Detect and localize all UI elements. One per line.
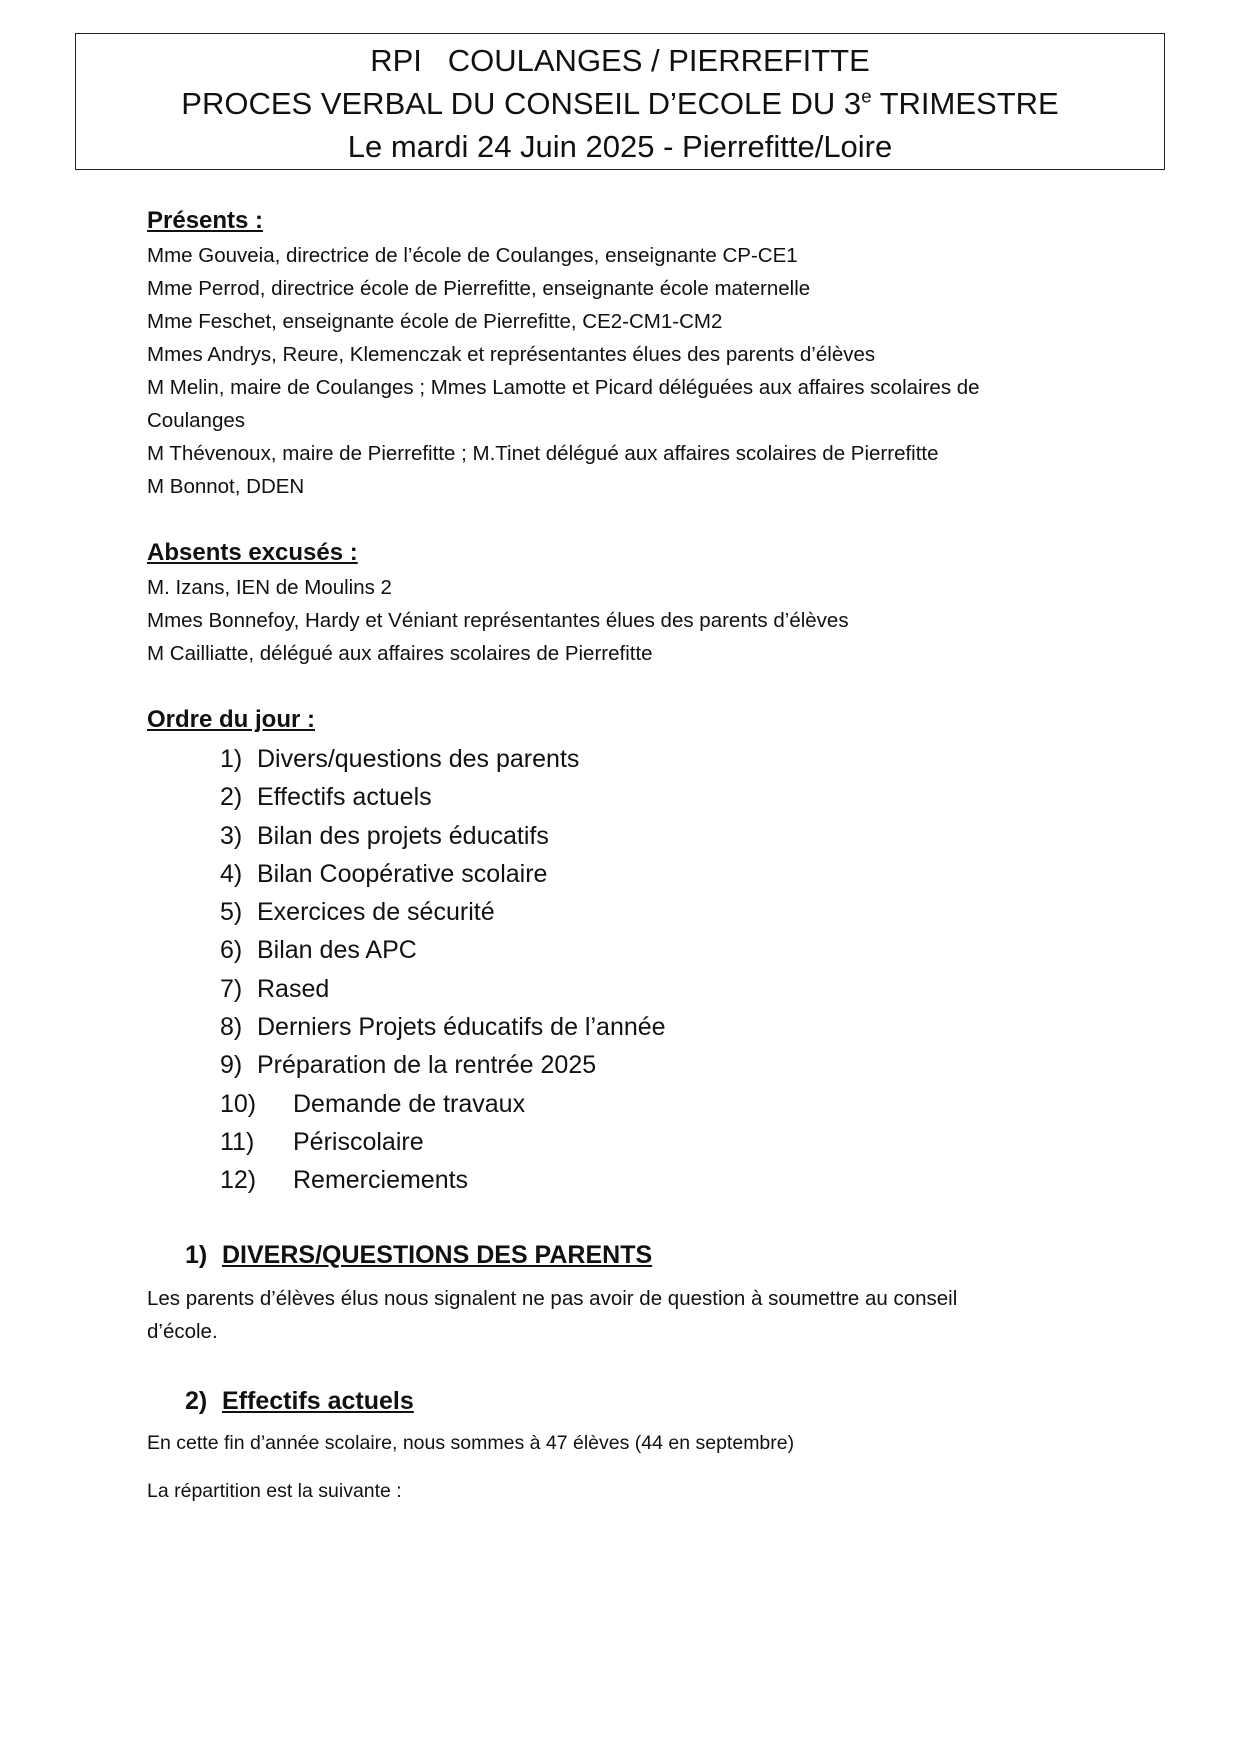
agenda-item-label: Bilan des projets éducatifs (257, 821, 549, 850)
agenda-item (220, 1123, 1107, 1161)
agenda-item-number: 11) (220, 1127, 255, 1156)
agenda-section (147, 704, 1107, 1200)
presents-line: Mme Perrod, directrice école de Pierrefitte, enseignante école maternelle (147, 277, 811, 300)
document-title-box (75, 33, 1165, 170)
presents-section (147, 205, 1107, 503)
agenda-item-label: Remerciements (293, 1166, 469, 1195)
agenda-item-number: 2) (220, 783, 243, 812)
agenda-item-number: 7) (220, 974, 243, 1003)
section-2-heading (185, 1384, 1107, 1418)
agenda-item (220, 1046, 1107, 1084)
title-line-2 (76, 82, 1164, 125)
agenda-item-label: Rased (257, 974, 330, 1003)
document-body (147, 205, 1107, 1540)
agenda-item (220, 740, 1107, 778)
agenda-item-label: Effectifs actuels (257, 783, 432, 812)
absents-line: Mmes Bonnefoy, Hardy et Véniant représentantes élues des parents d’élèves (147, 609, 849, 632)
agenda-heading: Ordre du jour : (147, 706, 315, 733)
agenda-item-number: 9) (220, 1051, 243, 1080)
title-line-3: Le mardi 24 Juin 2025 - Pierrefitte/Loire (347, 129, 893, 164)
agenda-item (220, 855, 1107, 893)
agenda-item-label: Bilan Coopérative scolaire (257, 859, 548, 888)
agenda-item-number: 12) (220, 1166, 257, 1195)
presents-line: Mmes Andrys, Reure, Klemenczak et représentantes élues des parents d’élèves (147, 343, 876, 366)
agenda-item (220, 778, 1107, 816)
presents-line: Mme Feschet, enseignante école de Pierrefitte, CE2-CM1-CM2 (147, 310, 723, 333)
agenda-item-label: Demande de travaux (293, 1089, 526, 1118)
presents-line: Coulanges (147, 409, 246, 432)
agenda-item-label: Périscolaire (293, 1127, 424, 1156)
section-1-paragraph-line: Les parents d’élèves élus nous signalent ne pas avoir de question à soumettre au conseil (147, 1286, 958, 1310)
presents-line: Mme Gouveia, directrice de l’école de Coulanges, enseignante CP-CE1 (147, 244, 798, 267)
section-1 (147, 1238, 1107, 1348)
presents-heading: Présents : (147, 207, 264, 234)
title-line-2-suffix: TRIMESTRE (871, 86, 1059, 121)
agenda-item-number: 6) (220, 936, 243, 965)
section-2-paragraph: En cette fin d’année scolaire, nous sommes à 47 élèves (44 en septembre) (147, 1431, 795, 1454)
absents-heading: Absents excusés : (147, 539, 358, 566)
agenda-item (220, 931, 1107, 969)
section-2 (147, 1384, 1107, 1506)
section-2-title: Effectifs actuels (222, 1386, 414, 1415)
title-line-1: RPI COULANGES / PIERREFITTE (370, 43, 870, 78)
agenda-item-number: 3) (220, 821, 243, 850)
section-1-title: DIVERS/QUESTIONS DES PARENTS (222, 1240, 653, 1269)
absents-line: M Cailliatte, délégué aux affaires scolaires de Pierrefitte (147, 642, 653, 665)
section-2-paragraph: La répartition est la suivante : (147, 1479, 402, 1502)
agenda-item-label: Bilan des APC (257, 936, 417, 965)
section-2-number: 2) (185, 1386, 208, 1415)
absents-section (147, 537, 1107, 670)
presents-line: M Melin, maire de Coulanges ; Mmes Lamotte et Picard déléguées aux affaires scolaires de (147, 376, 980, 399)
absents-line: M. Izans, IEN de Moulins 2 (147, 576, 392, 599)
agenda-item-label: Exercices de sécurité (257, 898, 495, 927)
agenda-item-label: Préparation de la rentrée 2025 (257, 1051, 597, 1080)
agenda-item (220, 970, 1107, 1008)
title-line-2-prefix: PROCES VERBAL DU CONSEIL D’ECOLE DU 3 (181, 86, 862, 121)
agenda-item-number: 8) (220, 1013, 243, 1042)
agenda-list (147, 740, 1107, 1200)
section-1-heading (185, 1238, 1107, 1272)
presents-line: M Thévenoux, maire de Pierrefitte ; M.Tinet délégué aux affaires scolaires de Pierrefitte (147, 442, 939, 465)
agenda-item (220, 1008, 1107, 1046)
agenda-item-label: Divers/questions des parents (257, 745, 580, 773)
agenda-item-number: 1) (220, 745, 243, 773)
agenda-item (220, 893, 1107, 931)
agenda-item (220, 1161, 1107, 1199)
agenda-item-number: 4) (220, 859, 243, 888)
section-1-number: 1) (185, 1240, 208, 1269)
agenda-item-number: 5) (220, 898, 243, 927)
agenda-item (220, 817, 1107, 855)
presents-line: M Bonnot, DDEN (147, 475, 305, 498)
title-line-2-superscript: e (861, 85, 872, 107)
agenda-item-number: 10) (220, 1089, 257, 1118)
agenda-item (220, 1085, 1107, 1123)
agenda-item-label: Derniers Projets éducatifs de l’année (257, 1013, 666, 1042)
section-1-paragraph-line: d’école. (147, 1319, 218, 1343)
